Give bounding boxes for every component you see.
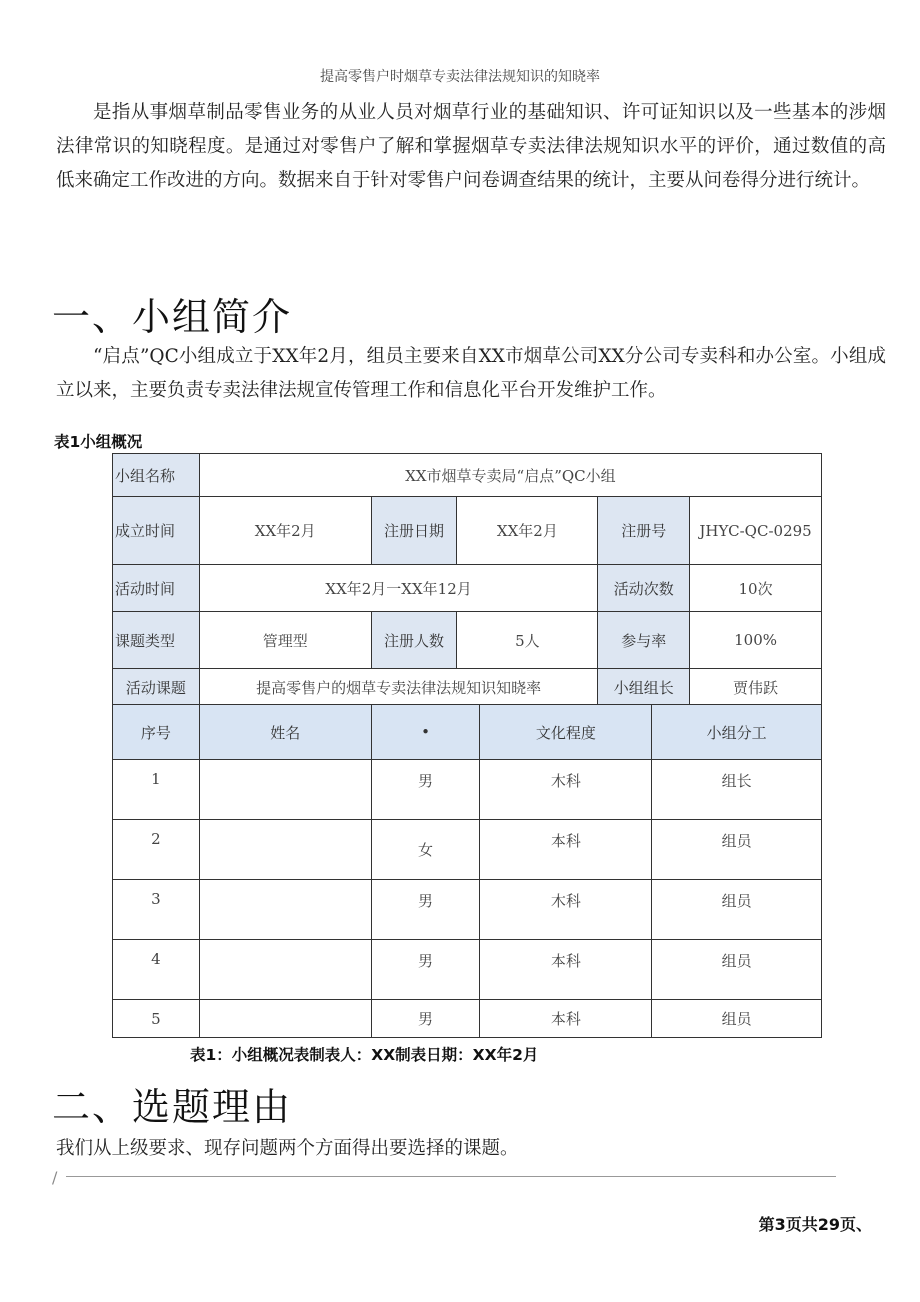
page-number: 第3页共29页、 <box>758 1215 872 1234</box>
row-role: 组员 <box>652 880 822 940</box>
col-header-gender: • <box>371 705 480 760</box>
row-name <box>199 760 371 820</box>
activity-count-label: 活动次数 <box>598 565 690 612</box>
row-gender: 男 <box>371 940 480 1000</box>
row-education: 本科 <box>480 820 652 880</box>
row-education: 本科 <box>480 940 652 1000</box>
row-role: 组员 <box>652 940 822 1000</box>
row-name <box>199 940 371 1000</box>
row-no: 2 <box>113 820 200 880</box>
leader-value: 贾伟跃 <box>690 669 822 706</box>
row-education: 木科 <box>480 760 652 820</box>
intro-text: 是指从事烟草制品零售业务的从业人员对烟草行业的基础知识、许可证知识以及一些基本的涉烟法律常识的知晓程度。是通过对零售户了解和掌握烟草专卖法律法规知识水平的评价，通过数值的高低来确定工作改进的方向。数据来自于针对零售户问卷调查结果的统计，主要从问卷得分进行统计。 <box>56 102 886 191</box>
section2-paragraph <box>56 1132 886 1166</box>
participation-label: 参与率 <box>598 612 690 669</box>
topic-label: 活动课题 <box>113 669 200 706</box>
members-header-row <box>113 705 822 760</box>
reg-date-label: 注册日期 <box>371 497 457 565</box>
separator-mark: / <box>52 1168 58 1187</box>
row-education: 木科 <box>480 880 652 940</box>
reg-no-value: JHYC-QC-0295 <box>690 497 822 565</box>
col-header-no: 序号 <box>113 705 200 760</box>
activity-count-value: 10次 <box>690 565 822 612</box>
section1-text: “启点”QC小组成立于XX年2月，组员主要来自XX市烟草公司XX分公司专卖科和办公室。小组成立以来，主要负责专卖法律法规宣传管理工作和信息化平台开发维护工作。 <box>56 346 886 401</box>
section1-paragraph <box>56 340 886 408</box>
row-role: 组长 <box>652 760 822 820</box>
table-row <box>113 1000 822 1038</box>
activity-time-label: 活动时间 <box>113 565 200 612</box>
separator-rule <box>66 1176 836 1177</box>
section1-heading: 一、小组简介 <box>52 295 293 339</box>
founded-label: 成立时间 <box>113 497 200 565</box>
section2-heading: 二、选题理由 <box>52 1085 293 1129</box>
col-header-role: 小组分工 <box>652 705 822 760</box>
table-row <box>113 880 822 940</box>
row-no: 1 <box>113 760 200 820</box>
row-role: 组员 <box>652 1000 822 1038</box>
intro-paragraph <box>56 96 886 198</box>
row-name <box>199 880 371 940</box>
topic-type-label: 课题类型 <box>113 612 200 669</box>
topic-type-value: 管理型 <box>199 612 371 669</box>
activity-time-value: XX年2月一XX年12月 <box>199 565 597 612</box>
section2-text: 我们从上级要求、现存问题两个方面得出要选择的课题。 <box>56 1138 519 1159</box>
table-title: 表1小组概况 <box>54 433 143 451</box>
group-name-value: XX市烟草专卖局“启点”QC小组 <box>199 454 821 497</box>
reg-members-label: 注册人数 <box>371 612 457 669</box>
row-name <box>199 1000 371 1038</box>
row-no: 3 <box>113 880 200 940</box>
col-header-name: 姓名 <box>199 705 371 760</box>
table-note: 表1：小组概况表制表人：XX制表日期：XX年2月 <box>190 1046 539 1064</box>
overview-table <box>112 453 822 706</box>
members-table <box>112 704 822 1038</box>
row-gender: 男 <box>371 1000 480 1038</box>
reg-members-value: 5人 <box>457 612 598 669</box>
row-gender: 男 <box>371 760 480 820</box>
row-gender: 女 <box>371 820 480 880</box>
col-header-education: 文化程度 <box>480 705 652 760</box>
table-row <box>113 760 822 820</box>
table-row <box>113 940 822 1000</box>
row-name <box>199 820 371 880</box>
running-header: 提高零售户时烟草专卖法律法规知识的知晓率 <box>320 69 600 85</box>
row-no: 5 <box>113 1000 200 1038</box>
row-gender: 男 <box>371 880 480 940</box>
group-name-label: 小组名称 <box>113 454 200 497</box>
table-row <box>113 820 822 880</box>
founded-value: XX年2月 <box>199 497 371 565</box>
participation-value: 100% <box>690 612 822 669</box>
row-no: 4 <box>113 940 200 1000</box>
topic-value: 提高零售户的烟草专卖法律法规知识知晓率 <box>199 669 597 706</box>
reg-date-value: XX年2月 <box>457 497 598 565</box>
leader-label: 小组组长 <box>598 669 690 706</box>
reg-no-label: 注册号 <box>598 497 690 565</box>
row-education: 本科 <box>480 1000 652 1038</box>
row-role: 组员 <box>652 820 822 880</box>
